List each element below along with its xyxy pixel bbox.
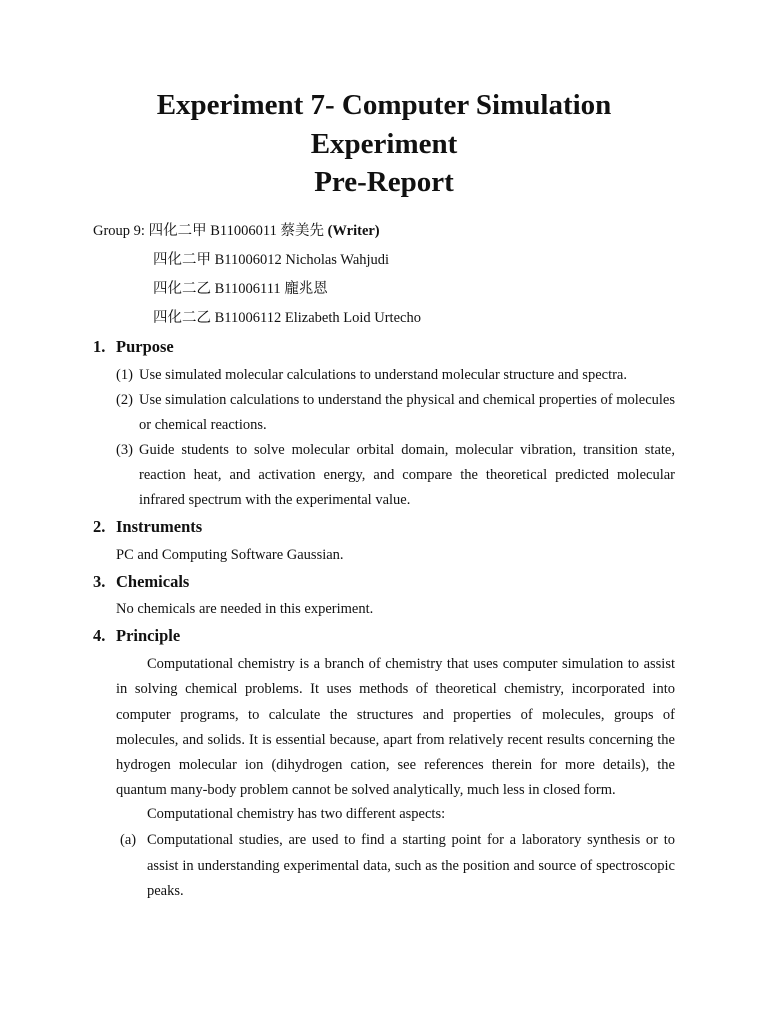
group-member-2 (153, 250, 389, 270)
principle-paragraph: Computational chemistry is a branch of chemistry that uses computer simulation to assist in solving chemical problems. It uses methods of theoretical chemistry, incorporated into computer programs, to calculate the structures and properties of molecules, groups of molecules, and solids. It is essential because, apart from relatively recent results concerning the hydrogen molecular ion (dihydrogen cation, see references therein for more details), the quantum many-body problem cannot be solved analytically, much less in closed form. (116, 656, 675, 799)
item-text: Computational studies, are used to find a starting point for a laboratory synthesis or to assist in understanding experimental data, such as the position and source of spectroscopic peaks. (147, 832, 675, 899)
item-text: Use simulated molecular calculations to understand molecular structure and spectra. (139, 367, 627, 383)
member-name: 蔡美先 (280, 223, 324, 239)
member-class: 四化二乙 (153, 281, 211, 297)
item-text: Use simulation calculations to understand the physical and chemical properties of molecules or chemical reactions. (139, 392, 675, 433)
section-number: 2. (93, 517, 106, 536)
member-id: B11006011 (210, 223, 277, 239)
section-number: 3. (93, 572, 106, 591)
group-member-1 (93, 221, 380, 241)
member-name: Elizabeth Loid Urtecho (284, 310, 421, 326)
member-class: 四化二甲 (153, 252, 211, 268)
item-label: (3) (116, 442, 133, 458)
member-name: Nicholas Wahjudi (285, 252, 390, 268)
section-title: Principle (116, 626, 181, 645)
member-id: B11006012 (214, 252, 282, 268)
item-label: (2) (116, 392, 133, 408)
member-id: B11006111 (214, 281, 281, 297)
section-title: Instruments (116, 517, 203, 536)
member-name: 龐兆恩 (284, 281, 328, 297)
section-heading-principle (93, 625, 180, 647)
member-id: B11006112 (214, 310, 282, 326)
group-label: Group 9: (93, 223, 149, 239)
member-role: (Writer) (327, 223, 380, 239)
chemicals-text: No chemicals are needed in this experiment. (116, 601, 374, 617)
document-title-line-2: Experiment (310, 128, 458, 160)
item-text: Guide students to solve molecular orbital domain, molecular vibration, transition state, reaction heat, and activation energy, and compare the theoretical predicted molecular infrared spectrum with the experimental value. (139, 442, 675, 508)
section-heading-purpose (93, 336, 174, 358)
item-label: (a) (120, 832, 137, 848)
section-heading-chemicals (93, 571, 189, 593)
member-class: 四化二乙 (153, 310, 211, 326)
member-class: 四化二甲 (148, 223, 207, 239)
section-number: 1. (93, 337, 106, 356)
instruments-text: PC and Computing Software Gaussian. (116, 547, 344, 563)
group-member-3 (153, 279, 328, 299)
section-title: Chemicals (116, 572, 190, 591)
aspects-intro: Computational chemistry has two different aspects: (147, 806, 446, 822)
section-number: 4. (93, 626, 106, 645)
section-title: Purpose (116, 337, 174, 356)
document-title-line-1: Experiment 7- Computer Simulation (156, 89, 612, 121)
document-title-line-3: Pre-Report (314, 166, 454, 198)
group-member-4 (153, 308, 421, 328)
section-heading-instruments (93, 516, 202, 538)
item-label: (1) (116, 367, 133, 383)
